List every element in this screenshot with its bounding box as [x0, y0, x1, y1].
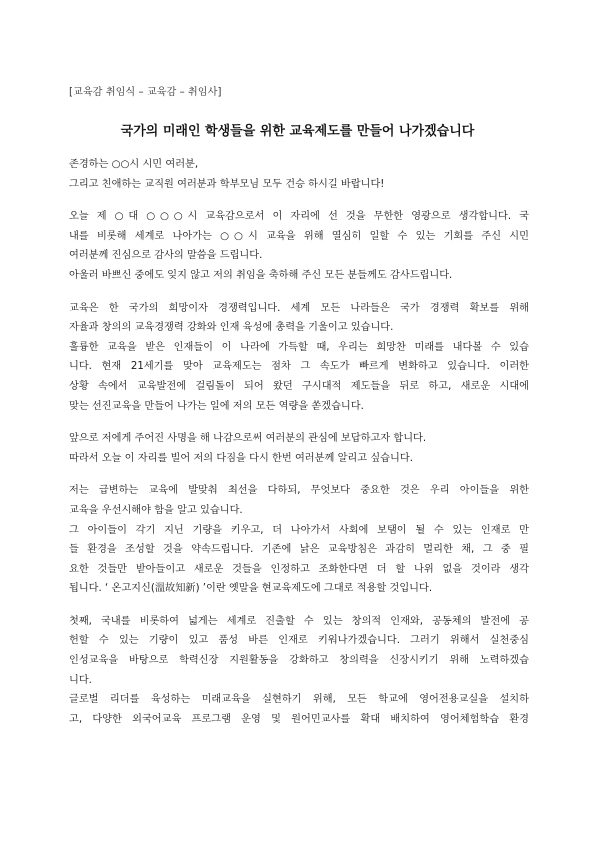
body-line: 오늘 제 ○대 ○○○시 교육감으로서 이 자리에 선 것을 무한한 영광으로 생각합니다. 국 [69, 211, 529, 223]
body-paragraph [69, 207, 529, 285]
body-line: 인성교육을 바탕으로 학력신장 지원활동을 강화하고 창의력을 신장시키기 위해 노력하겠습 [69, 655, 529, 667]
body-line: 헌할 수 있는 기량이 있고 품성 바른 인재로 키워나가겠습니다. 그러기 위해서 실천중심 [69, 635, 529, 647]
body-line: 교육을 우선시해야 함을 알고 있습니다. [69, 504, 243, 516]
body-line: 첫째, 국내를 비롯하여 넓게는 세계로 진출할 수 있는 창의적 인재와, 공동체의 발전에 공 [69, 615, 529, 627]
body-line: 존경하는 ○○시 시민 여러분, [69, 159, 199, 170]
body-paragraph [69, 155, 529, 194]
body-paragraph [69, 612, 529, 730]
document-body [69, 155, 529, 742]
body-line: 여러분께 진심으로 감사의 말씀을 드립니다. [69, 250, 263, 262]
body-line: 상황 속에서 교육발전에 걸림돌이 되어 왔던 구시대적 제도들을 뒤로 하고, 새로운 시대에 [69, 380, 529, 392]
body-line: 자율과 창의의 교육경쟁력 강화와 인재 육성에 총력을 기울이고 있습니다. [69, 322, 394, 334]
document-title: 국가의 미래인 학생들을 위한 교육제도를 만들어 나가겠습니다 [120, 124, 475, 139]
document-category: [교육감 취임식 – 교육감 – 취임사] [69, 87, 222, 98]
body-line: 들 환경을 조성할 것을 약속드립니다. 기존에 낡은 교육방침은 과감히 멀리한 채, 그 중 필 [69, 544, 529, 556]
body-paragraph [69, 481, 529, 599]
body-line: 내를 비롯해 세계로 나아가는 ○○시 교육을 위해 열심히 일할 수 있는 기회를 주신 시민 [69, 230, 529, 242]
body-line: 그리고 친애하는 교직원 여러분과 학부모님 모두 건승 하시길 바랍니다! [69, 178, 385, 190]
body-line: 저는 급변하는 교육에 발맞춰 최선을 다하되, 무엇보다 중요한 것은 우리 아이들을 위한 [69, 485, 529, 497]
body-line: 됩니다. ‘ 온고지신(溫故知新) ’이란 옛말을 현교육제도에 그대로 적용할 것입니다. [69, 583, 433, 595]
body-line: 요한 것들만 받아들이고 새로운 것들을 인정하고 조화한다면 더 할 나위 없을 것이라 생각 [69, 563, 529, 575]
body-line: 고, 다양한 외국어교육 프로그램 운영 및 원어민교사를 확대 배치하여 영어체험학습 환경 [69, 713, 529, 725]
body-line: 교육은 한 국가의 희망이자 경쟁력입니다. 세계 모든 나라들은 국가 경쟁력 확보를 위해 [69, 302, 529, 314]
body-line: 맞는 선진교육을 만들어 나가는 일에 저의 모든 역량을 쏟겠습니다. [69, 400, 364, 412]
body-line: 그 아이들이 각기 지닌 기량을 키우고, 더 나아가서 사회에 보탬이 될 수 있는 인재로 만 [69, 524, 529, 536]
body-line: 니다. [69, 674, 92, 686]
body-line: 훌륭한 교육을 받은 인재들이 이 나라에 가득할 때, 우리는 희망찬 미래를 내다볼 수 있습 [69, 341, 529, 353]
body-line: 따라서 오늘 이 자리를 빌어 저의 다짐을 다시 한번 여러분께 알리고 싶습니다. [69, 452, 413, 464]
body-line: 니다. 현재 21세기를 맞아 교육제도는 점차 그 속도가 빠르게 변화하고 있습니다. 이러한 [69, 361, 529, 373]
body-paragraph [69, 299, 529, 417]
body-paragraph [69, 429, 529, 468]
body-line: 글로벌 리더를 육성하는 미래교육을 실현하기 위해, 모든 학교에 영어전용교실을 설치하 [69, 694, 529, 706]
body-line: 앞으로 저에게 주어진 사명을 해 나감으로써 여러분의 관심에 보답하고자 합니다. [69, 433, 427, 445]
body-line: 아울러 바쁘신 중에도 잊지 않고 저의 취임을 축하해 주신 모든 분들께도 감사드립니다. [69, 269, 453, 281]
